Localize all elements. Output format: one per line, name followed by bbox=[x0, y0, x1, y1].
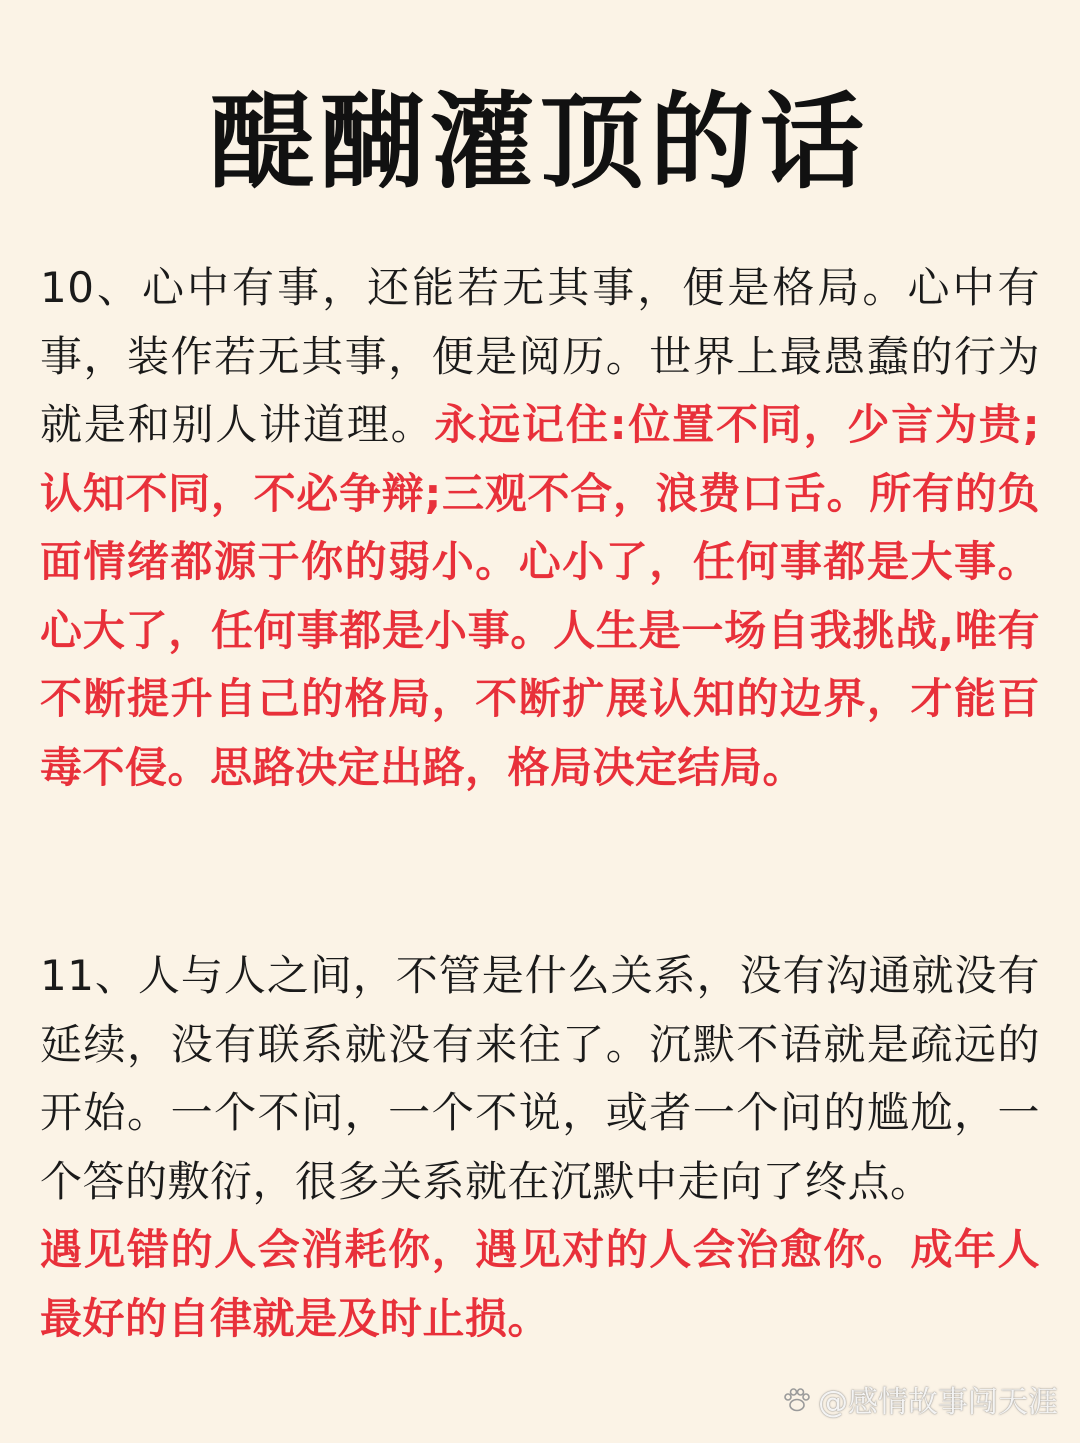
paragraph-10-emphasis-text: 永远记住:位置不同，少言为贵;认知不同，不必争辩;三观不合，浪费口舌。所有的负面情绪都源于你的弱小。心小了，任何事都是大事。心大了，任何事都是小事。人生是一场自我挑战,唯有不断提升自己的格局，不断扩展认知的边界，才能百毒不侵。思路决定出路，格局决定结局。 bbox=[40, 400, 1040, 792]
watermark-text: @感情故事闯天涯 bbox=[818, 1385, 1058, 1420]
watermark bbox=[782, 1377, 1058, 1421]
paragraph-11-normal-text: 11、人与人之间，不管是什么关系，没有沟通就没有延续，没有联系就没有来往了。沉默不语就是疏远的开始。一个不问，一个不说，或者一个问的尴尬，一个答的敷衍，很多关系就在沉默中走向了终点。 bbox=[40, 951, 1040, 1206]
paragraph-10 bbox=[40, 254, 1040, 802]
paragraph-11-emphasis-text: 遇见错的人会消耗你，遇见对的人会治愈你。成年人最好的自律就是及时止损。 bbox=[40, 1225, 1040, 1343]
paragraph-11 bbox=[40, 942, 1040, 1353]
paragraph-10-normal-text: 10、心中有事，还能若无其事，便是格局。心中有事，装作若无其事，便是阅历。世界上最愚蠢的行为就是和别人讲道理。 bbox=[40, 263, 1040, 449]
page-title: 醍醐灌顶的话 bbox=[209, 81, 870, 203]
paw-icon bbox=[782, 1386, 812, 1412]
